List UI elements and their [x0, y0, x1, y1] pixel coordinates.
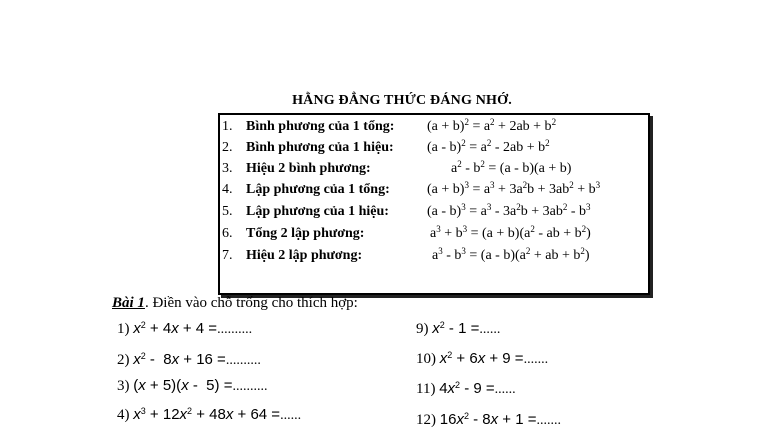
problem-expression: $x^2 - 8x + 16$ = [133, 351, 226, 368]
identity-formula: $(a - b)^2 = a^2 - 2ab + b^2$ [427, 138, 550, 155]
problem-number: 12) [416, 412, 436, 428]
identity-formula: $a^3 + b^3 = (a + b)(a^2$ - ab + $b^2$) [430, 224, 591, 241]
problem-item [416, 411, 561, 429]
problem-item [416, 350, 548, 368]
problem-number: 11) [416, 381, 436, 397]
problem-item [117, 377, 267, 395]
problem-expression: $16x^2 - 8x + 1$ = [439, 411, 537, 428]
identity-formula: $a^2 - b^2 = (a - b)(a + b)$ [451, 159, 572, 176]
answer-blank[interactable]: ....... [523, 352, 549, 367]
page-title: HẰNG ĐẲNG THỨC ĐÁNG NHỚ. [292, 93, 512, 108]
answer-blank[interactable]: .......... [225, 353, 261, 368]
identity-number: 7. [222, 248, 233, 263]
exercise-instruction: . Điền vào chỗ trống cho thích hợp: [144, 295, 358, 311]
identity-number: 4. [222, 182, 233, 197]
problem-item [416, 380, 516, 398]
answer-blank[interactable]: ...... [280, 408, 302, 423]
problem-number: 3) [117, 378, 130, 394]
answer-blank[interactable]: .......... [217, 322, 253, 337]
identity-name: Lập phương của 1 hiệu: [246, 204, 389, 219]
problem-number: 1) [117, 321, 130, 337]
problem-expression: $x^2 - 1$ = [432, 320, 480, 337]
problem-item [416, 320, 500, 338]
problem-expression: $x^2 + 4x + 4$ = [133, 320, 218, 337]
identities-box [218, 113, 650, 295]
problem-item [117, 320, 252, 338]
answer-blank[interactable]: ....... [536, 413, 562, 428]
identity-formula: $(a - b)^3 = a^3 - 3a^2b + 3ab^2 - b^3$ [427, 202, 591, 219]
problem-expression: $x^2 + 6x + 9$ = [439, 350, 524, 367]
identity-number: 6. [222, 226, 233, 241]
problem-number: 4) [117, 407, 130, 423]
identity-name: Tổng 2 lập phương: [246, 226, 365, 241]
answer-blank[interactable]: .......... [232, 379, 268, 394]
identity-formula: $a^3 - b^3 = (a - b)(a^2$ + ab + $b^2$) [432, 246, 590, 263]
answer-blank[interactable]: ...... [494, 382, 516, 397]
identity-name: Lập phương của 1 tổng: [246, 182, 390, 197]
problem-expression: $4x^2 - 9$ = [439, 380, 495, 397]
identity-name: Hiệu 2 lập phương: [246, 248, 363, 263]
identity-name: Hiệu 2 bình phương: [246, 161, 371, 176]
problem-item [117, 406, 301, 424]
problem-item [117, 351, 261, 369]
identity-name: Bình phương của 1 hiệu: [246, 140, 394, 155]
identity-number: 5. [222, 204, 233, 219]
exercise-label: Bài 1 [112, 295, 145, 311]
identity-formula: $(a + b)^3 = a^3 + 3a^2b + 3ab^2 + b^3$ [427, 180, 601, 197]
identity-name: Bình phương của 1 tổng: [246, 119, 395, 134]
exercise-heading [112, 295, 358, 312]
problem-number: 10) [416, 351, 436, 367]
problem-number: 2) [117, 352, 130, 368]
identity-number: 1. [222, 119, 233, 134]
identity-formula: $(a + b)^2 = a^2 + 2ab + b^2$ [427, 117, 557, 134]
identity-number: 3. [222, 161, 233, 176]
answer-blank[interactable]: ...... [479, 322, 501, 337]
problem-number: 9) [416, 321, 429, 337]
problem-expression: (x + 5)(x - 5) = [133, 377, 233, 394]
problem-expression: $x^3 + 12x^2 + 48x + 64$ = [133, 406, 281, 423]
identity-number: 2. [222, 140, 233, 155]
